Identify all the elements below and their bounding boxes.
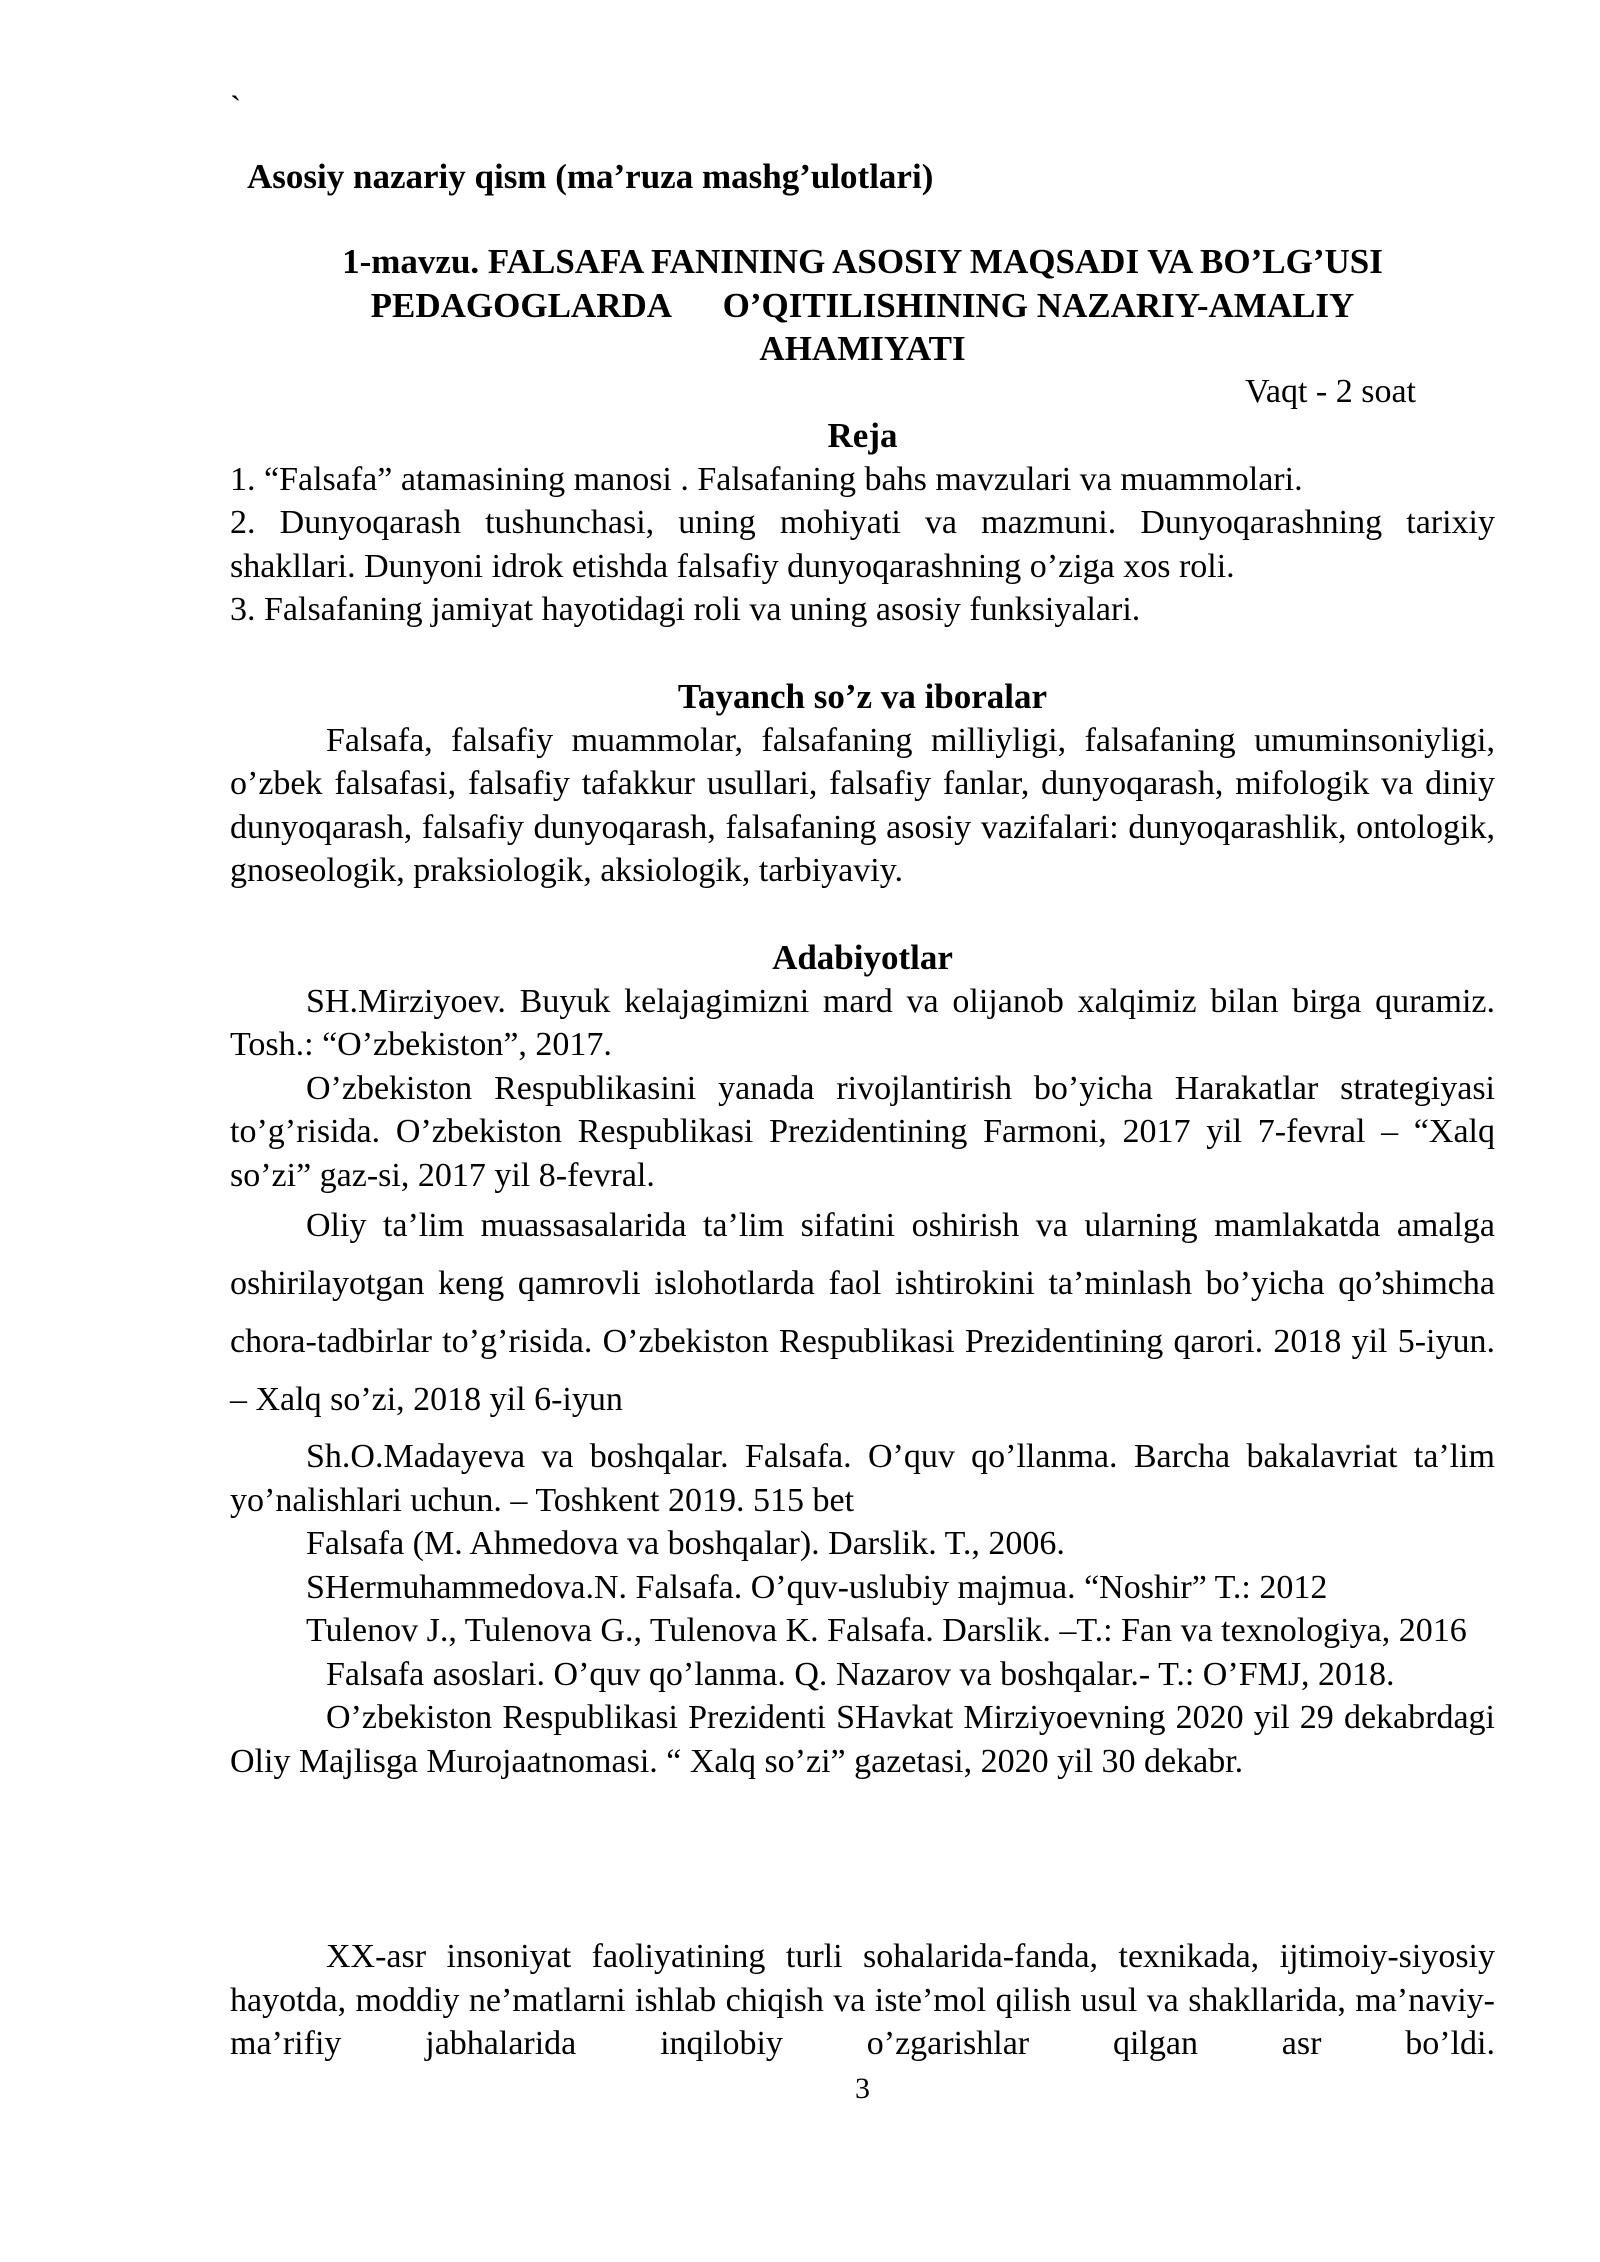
keywords-heading: Tayanch so’z va iboralar: [677, 677, 1048, 716]
stray-tick-mark: `: [230, 90, 242, 127]
keywords-text: Falsafa, falsafiy muammolar, falsafaning milliyligi, falsafaning umuminsoniyligi, o’zbek falsafasi, falsafiy tafakkur usullari, falsafiy fanlar, dunyoqarash, mifologik va diniy dunyoqarash, falsafiy dunyoqarash, falsafaning asosiy vazifalari: dunyoqarashlik, ontologik, gnoseologik, praksiologik, aksiologik, tarbiyaviy.: [230, 721, 1495, 889]
literature-item-6: SHermuhammedova.N. Falsafa. O’quv-uslubiy majmua. “Noshir” T.: 2012: [306, 1568, 1328, 1606]
literature-item-5: Falsafa (M. Ahmedova va boshqalar). Darslik. T., 2006.: [306, 1525, 1065, 1562]
topic-title-line-1: 1-mavzu. FALSAFA FANINING ASOSIY MAQSADI VA BO’LG’USI: [342, 242, 1383, 281]
keywords-section: [230, 675, 1495, 893]
literature-item-8: Falsafa asoslari. O’quv qo’lanma. Q. Nazarov va boshqalar.- T.: O’FMJ, 2018.: [326, 1655, 1395, 1693]
literature-heading: Adabiyotlar: [772, 938, 953, 977]
topic-title: [230, 240, 1495, 371]
plan-heading: Reja: [827, 416, 898, 455]
literature-item-3: Oliy ta’lim muassasalarida ta’lim sifatini oshirish va ularning mamlakatda amalga oshirilayotgan keng qamrovli islohotlarda faol ishtirokini ta’minlash bo’yicha qo’shimcha chora-tadbirlar to’g’risida. O’zbekiston Respublikasi Prezidentining qarori. 2018 yil 5-iyun. – Xalq so’zi, 2018 yil 6-iyun: [230, 1207, 1495, 1418]
plan-section: [230, 414, 1495, 632]
plan-item-3: 3. Falsafaning jamiyat hayotidagi roli va uning asosiy funksiyalari.: [230, 591, 1141, 628]
document-page: [230, 0, 1495, 2262]
page-number: 3: [855, 2072, 870, 2105]
intro-paragraph: XX-asr insoniyat faoliyatining turli sohalarida-fanda, texnikada, ijtimoiy-siyosiy hayotda, moddiy ne’matlarni ishlab chiqish va iste’mol qilish usul va shakllarida, ma’naviy-ma’rifiy jabhalarida inqilobiy o’zgarishlar qilgan asr bo’ldi.: [230, 1938, 1495, 2062]
literature-section: [230, 936, 1495, 1783]
literature-item-7: Tulenov J., Tulenova G., Tulenova K. Falsafa. Darslik. –T.: Fan va texnologiya, 2016: [306, 1612, 1467, 1649]
literature-item-9: O’zbekiston Respublikasi Prezidenti SHavkat Mirziyoevning 2020 yil 29 dekabrdagi Oliy Majlisga Murojaatnomasi. “ Xalq so’zi” gazetasi, 2020 yil 30 dekabr.: [230, 1699, 1495, 1780]
literature-item-4: Sh.O.Madayeva va boshqalar. Falsafa. O’quv qo’llanma. Barcha bakalavriat ta’lim yo’nalishlari uchun. – Toshkent 2019. 515 bet: [230, 1438, 1495, 1519]
time-note: Vaqt - 2 soat: [1245, 373, 1416, 410]
literature-item-1: SH.Mirziyoev. Buyuk kelajagimizni mard va olijanob xalqimiz bilan birga quramiz. Tosh.: “O’zbekiston”, 2017.: [230, 982, 1495, 1063]
topic-title-line-2: PEDAGOGLARDA O’QITILISHINING NAZARIY-AMALIY: [370, 285, 1355, 325]
section-heading: Asosiy nazariy qism (ma’ruza mashg’ulotlari): [247, 157, 934, 196]
topic-title-line-3: AHAMIYATI: [759, 329, 966, 368]
plan-item-2: 2. Dunyoqarash tushunchasi, uning mohiyati va mazmuni. Dunyoqarashning tarixiy shakllari. Dunyoni idrok etishda falsafiy dunyoqarashning o’ziga xos roli.: [230, 504, 1495, 585]
plan-item-1: 1. “Falsafa” atamasining manosi . Falsafaning bahs mavzulari va muammolari.: [230, 460, 1303, 498]
literature-item-2: O’zbekiston Respublikasini yanada rivojlantirish bo’yicha Harakatlar strategiyasi to’g’risida. O’zbekiston Respublikasi Prezidentining Farmoni, 2017 yil 7-fevral – “Xalq so’zi” gaz-si, 2017 yil 8-fevral.: [230, 1069, 1495, 1194]
